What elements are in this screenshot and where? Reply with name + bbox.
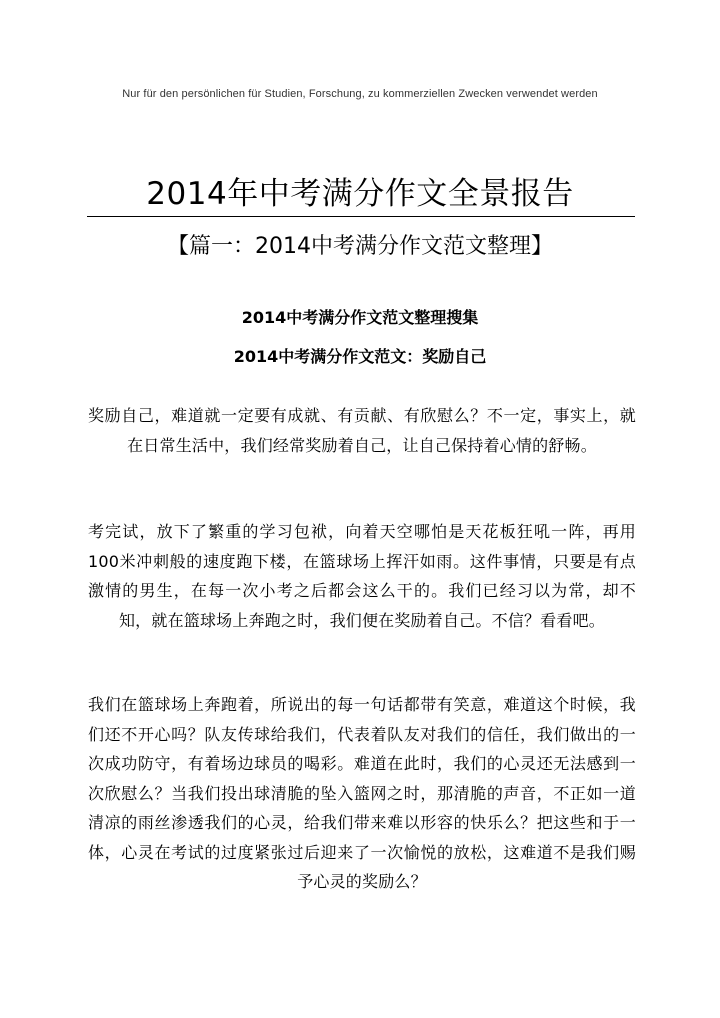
chapter-subtitle: 【篇一：2014中考满分作文范文整理】 — [167, 234, 553, 259]
essay-heading: 2014中考满分作文范文：奖励自己 — [233, 347, 487, 366]
paragraph-1: 奖励自己，难道就一定要有成就、有贡献、有欣慰么？不一定，事实上，就在日常生活中，我们经常奖励着自己，让自己保持着心情的舒畅。 — [88, 406, 636, 455]
section-heading: 2014中考满分作文范文整理搜集 — [241, 308, 479, 327]
paragraph-3: 我们在篮球场上奔跑着，所说出的每一句话都带有笑意，难道这个时候，我们还不开心吗？队友传球给我们，代表着队友对我们的信任，我们做出的一次成功防守，有着场边球员的喝彩。难道在此时，我们的心灵还无法感到一次欣慰么？当我们投出球清脆的坠入篮网之时，那清脆的声音，不正如一道清凉的雨丝渗透我们的心灵，给我们带来难以形容的快乐么？把这些和于一体，心灵在考试的过度紧张过后迎来了一次愉悦的放松，这难道不是我们赐予心灵的奖励么？ — [88, 695, 636, 891]
title-divider — [87, 216, 635, 217]
paragraph-2: 考完试，放下了繁重的学习包袱，向着天空哪怕是天花板狂吼一阵，再用100米冲刺般的速度跑下楼，在篮球场上挥汗如雨。这件事情，只要是有点激情的男生，在每一次小考之后都会这么干的。我们已经习以为常，却不知，就在篮球场上奔跑之时，我们便在奖励着自己。不信？看看吧。 — [88, 522, 636, 630]
document-title: 2014年中考满分作文全景报告 — [146, 176, 574, 212]
header-note: Nur für den persönlichen für Studien, Forschung, zu kommerziellen Zwecken verwendet werden — [122, 88, 598, 100]
